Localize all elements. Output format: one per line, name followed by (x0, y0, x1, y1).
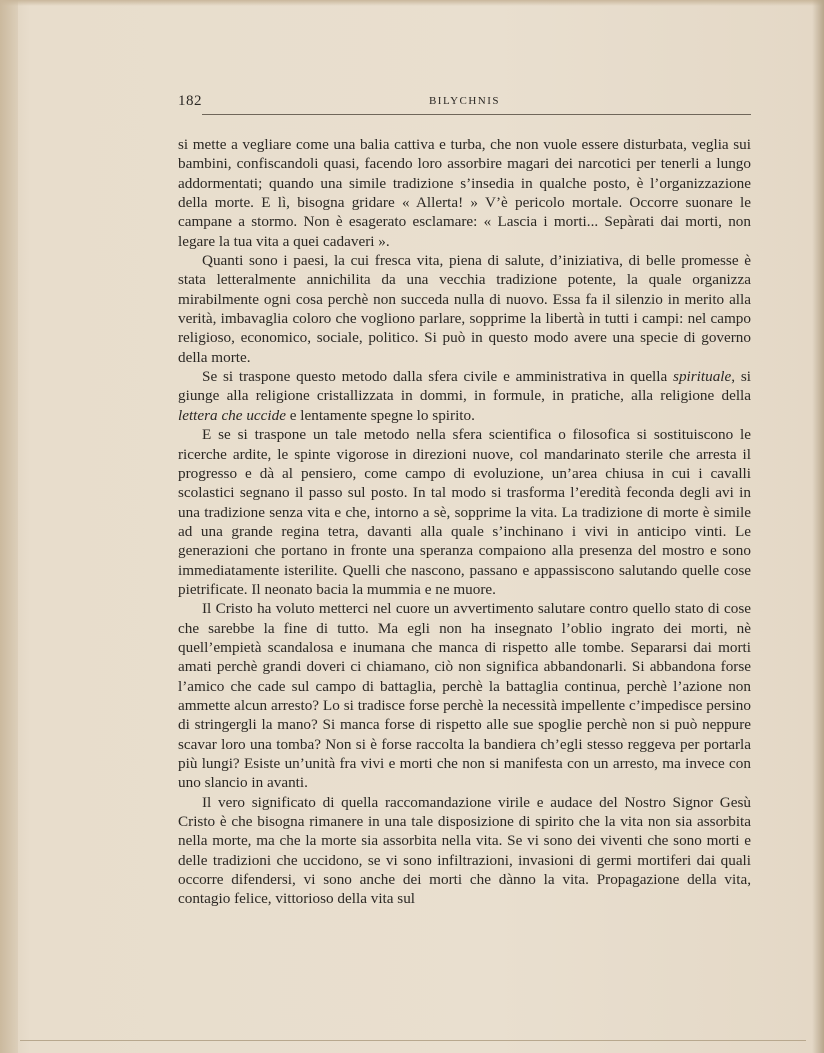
running-title: BILYCHNIS (428, 95, 501, 107)
page-right-edge (812, 0, 824, 1053)
paragraph (178, 135, 751, 251)
page-header (178, 93, 751, 117)
paragraph (178, 251, 751, 367)
text-run: , si giunge alla religione cristallizzata in dommi, in formule, in pratiche, alla religione della (178, 368, 751, 405)
body-text (178, 135, 751, 909)
header-rule (202, 114, 751, 115)
text-run: Se si traspone questo metodo dalla sfera civile e amministrativa in quella (202, 368, 674, 386)
paragraph (178, 599, 751, 792)
page-left-edge (0, 0, 18, 1053)
text-run: Il vero significato di quella raccomandazione virile e audace del Nostro Signor Gesù Cristo è che bisogna rimanere in una tale disposizione di spirito che la vita non sia assorbita nella morte, ma che la morte sia assorbita nella vita. Se vi sono dei viventi che sono morti e delle tradizioni che uccidono, se vi sono infiltrazioni, invasioni di germi mortiferi dai quali occorre difendersi, vi sono anche dei morti che dànno la vita. Propagazione della vita, contagio felice, vittorioso della vita sul (178, 793, 751, 908)
text-run: e lentamente spegne lo spirito. (285, 406, 475, 424)
italic-text-run: lettera che uccide (178, 406, 286, 424)
paragraph (178, 793, 751, 909)
text-run: Il Cristo ha voluto metterci nel cuore un avvertimento salutare contro quello stato di cose che sarebbe la fine di tutto. Ma egli non ha insegnato l’oblio ingrato dei morti, nè quell’empietà scandalosa e inumana che manca di rispetto alle tombe. Separarsi dai morti amati perchè grandi doveri ci chiamano, ciò non significa abbandonarli. Si abbandona forse l’amico che cade sul campo di battaglia, perchè la battaglia continua, perchè l’azione non ammette alcun arresto? Lo si tradisce forse perchè la necessità impellente c’impedisce persino di stringergli la mano? Si manca forse di rispetto alle sue spoglie perchè non si può neppure scavar loro una tomba? Non si è forse raccolta la bandiera ch’egli stesso reggeva per portarla più lungi? Esiste un’unità fra vivi e morti che non si manifesta con un arresto, ma invece con uno slancio in avanti. (178, 600, 751, 792)
paragraph (178, 425, 751, 599)
paragraph (178, 367, 751, 425)
text-run: E se si traspone un tale metodo nella sfera scientifica o filosofica si sostituiscono le ricerche ardite, le spinte vigorose in direzioni nuove, col mandarinato sterile che arresta il progresso e dà al pensiero, come campo di evoluzione, un’area chiusa in cui i cavalli scolastici segnano il passo sul posto. In tal modo si trasforma l’eredità feconda degli avi in una tradizione senza vita e che, intorno a sè, sopprime la vita. La tradizione di morte è simile ad una grande regina tetra, davanti alla quale s’inchinano i vivi in anticipo vinti. Le generazioni che portano in fronte una speranza compaiono alla presenza del mostro e sono immediatamente isterilite. Quelli che nascono, passano e appassiscono salutando quelle cose pietrificate. Il neonato bacia la mummia e ne muore. (178, 426, 751, 598)
page-number: 182 (178, 93, 202, 109)
bottom-page-edge (20, 1040, 806, 1041)
italic-text-run: spirituale (673, 368, 732, 386)
text-run: si mette a vegliare come una balia cattiva e turba, che non vuole essere disturbata, veglia sui bambini, confiscandoli quasi, facendo loro assorbire magari dei narcotici per tenerli a lungo addormentati; quando una simile tradizione s’insedia in qualche posto, è l’organizzazione della morte. E lì, bisogna gridare « Allerta! » V’è pericolo mortale. Occorre suonare le campane a stormo. Non è esagerato esclamare: « Lascia i morti... Sepàrati dai morti, non legare la tua vita a quei cadaveri ». (178, 136, 751, 250)
text-run: Quanti sono i paesi, la cui fresca vita, piena di salute, d’iniziativa, di belle promesse è stata letteralmente annichilita da una vecchia tradizione potente, la quale organizza mirabilmente ogni cosa perchè non succeda nulla di nuovo. Essa fa il silenzio in merito alla verità, imbavaglia coloro che vogliono parlare, sopprime la libertà in tutti i campi: nel campo religioso, economico, sociale, politico. Si può in questo modo avere una specie di governo della morte. (178, 252, 751, 366)
page-top-edge (0, 0, 824, 6)
